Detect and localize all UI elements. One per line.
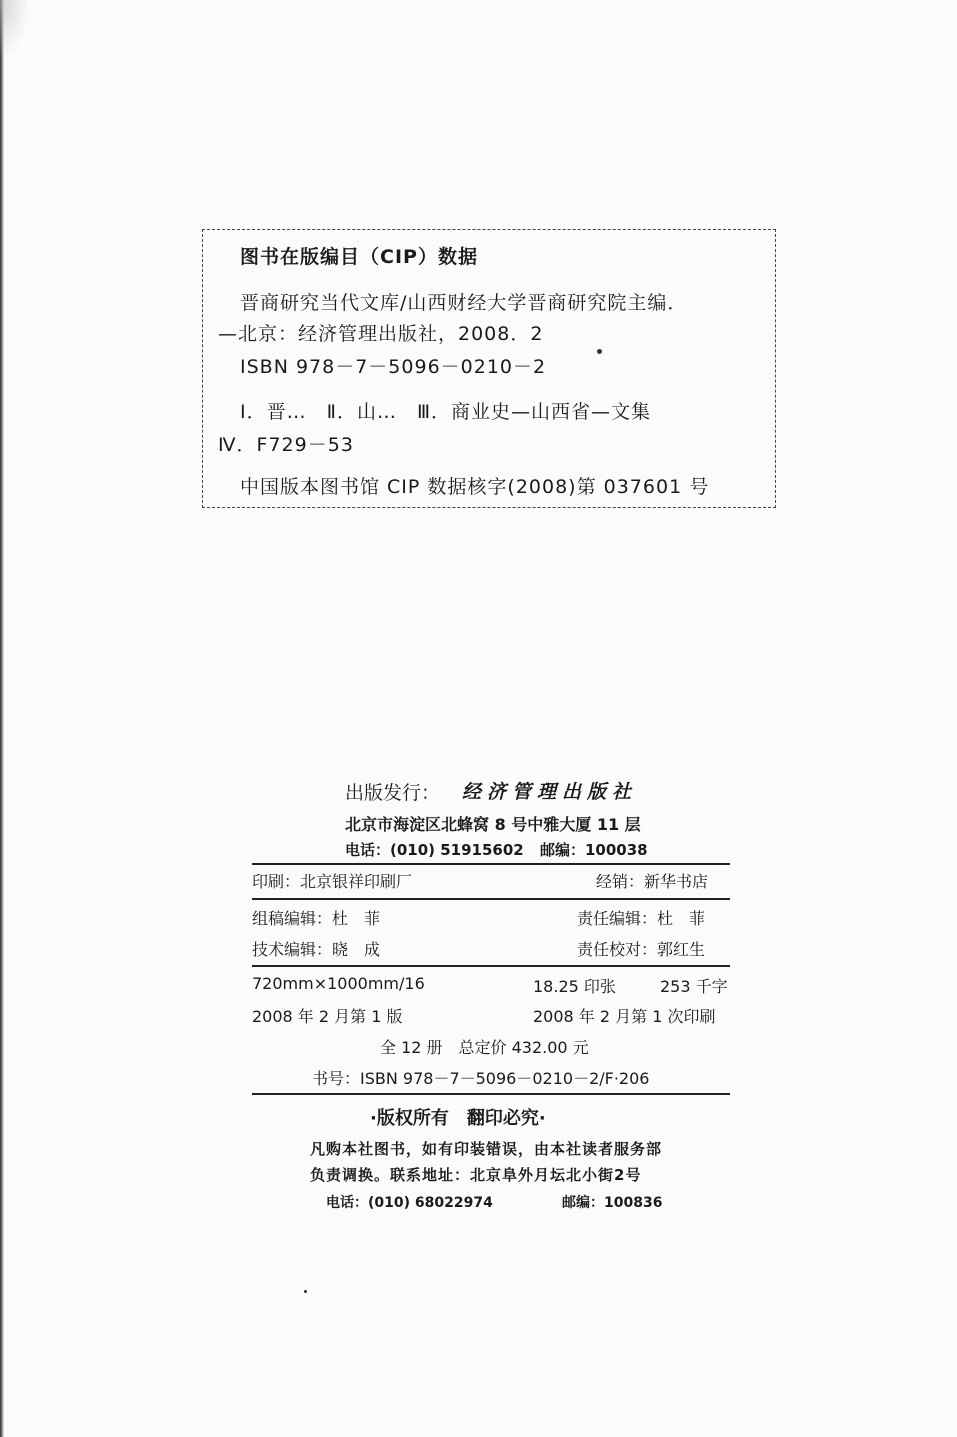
publisher-address: 北京市海淀区北蜂窝 8 号中雅大厦 11 层 (345, 815, 641, 834)
book-number: 书号：ISBN 978－7－5096－0210－2/F·206 (312, 1069, 650, 1088)
service-notice-line-2: 负责调换。联系地址：北京阜外月坛北小街2号 (310, 1166, 642, 1184)
copyright-title: ·版权所有 翻印必究· (370, 1108, 546, 1129)
scan-smudge (0, 0, 30, 60)
publisher-postcode: 邮编：100038 (540, 841, 648, 859)
cip-record-number: 中国版本图书馆 CIP 数据核字(2008)第 037601 号 (240, 476, 710, 498)
printer: 印刷：北京银祥印刷厂 (252, 872, 413, 891)
cip-isbn-line: ISBN 978－7－5096－0210－2 (240, 356, 547, 378)
page-edge-shadow (0, 0, 4, 1437)
publisher-name: 经济管理出版社 (462, 781, 638, 803)
printed-sheets: 18.25 印张 (533, 977, 616, 996)
proofreader: 责任校对：郭红生 (577, 940, 706, 959)
rule-2 (252, 898, 730, 900)
ink-speck (597, 349, 602, 354)
distributor: 经销：新华书店 (596, 872, 709, 891)
service-phone: 电话：(010) 68022974 (326, 1195, 493, 1211)
cip-heading: 图书在版编目（CIP）数据 (240, 246, 478, 268)
technical-editor: 技术编辑：晓 成 (252, 940, 381, 959)
ink-speck (304, 1290, 307, 1293)
rule-1 (252, 863, 730, 865)
service-postcode: 邮编：100836 (562, 1195, 663, 1211)
responsible-editor: 责任编辑：杜 菲 (577, 909, 706, 928)
cip-publisher-line: —北京：经济管理出版社，2008．2 (218, 323, 544, 345)
cip-subject-line: Ⅰ．晋… Ⅱ．山… Ⅲ．商业史—山西省—文集 (240, 401, 652, 423)
volumes-price: 全 12 册 总定价 432.00 元 (380, 1038, 589, 1057)
book-format: 720mm×1000mm/16 (252, 974, 425, 993)
cip-title-line: 晋商研究当代文库/山西财经大学晋商研究院主编． (240, 292, 688, 314)
printing: 2008 年 2 月第 1 次印刷 (533, 1007, 716, 1026)
acquisition-editor: 组稿编辑：杜 菲 (252, 909, 381, 928)
publisher-phone: 电话：(010) 51915602 (345, 841, 524, 859)
edition: 2008 年 2 月第 1 版 (252, 1007, 403, 1026)
word-count: 253 千字 (660, 977, 728, 996)
cip-classification-line: Ⅳ．F729－53 (218, 434, 354, 456)
service-notice-line-1: 凡购本社图书，如有印装错误，由本社读者服务部 (310, 1140, 663, 1158)
rule-4 (252, 1093, 730, 1095)
rule-3 (252, 965, 730, 967)
publisher-label: 出版发行： (345, 782, 441, 804)
